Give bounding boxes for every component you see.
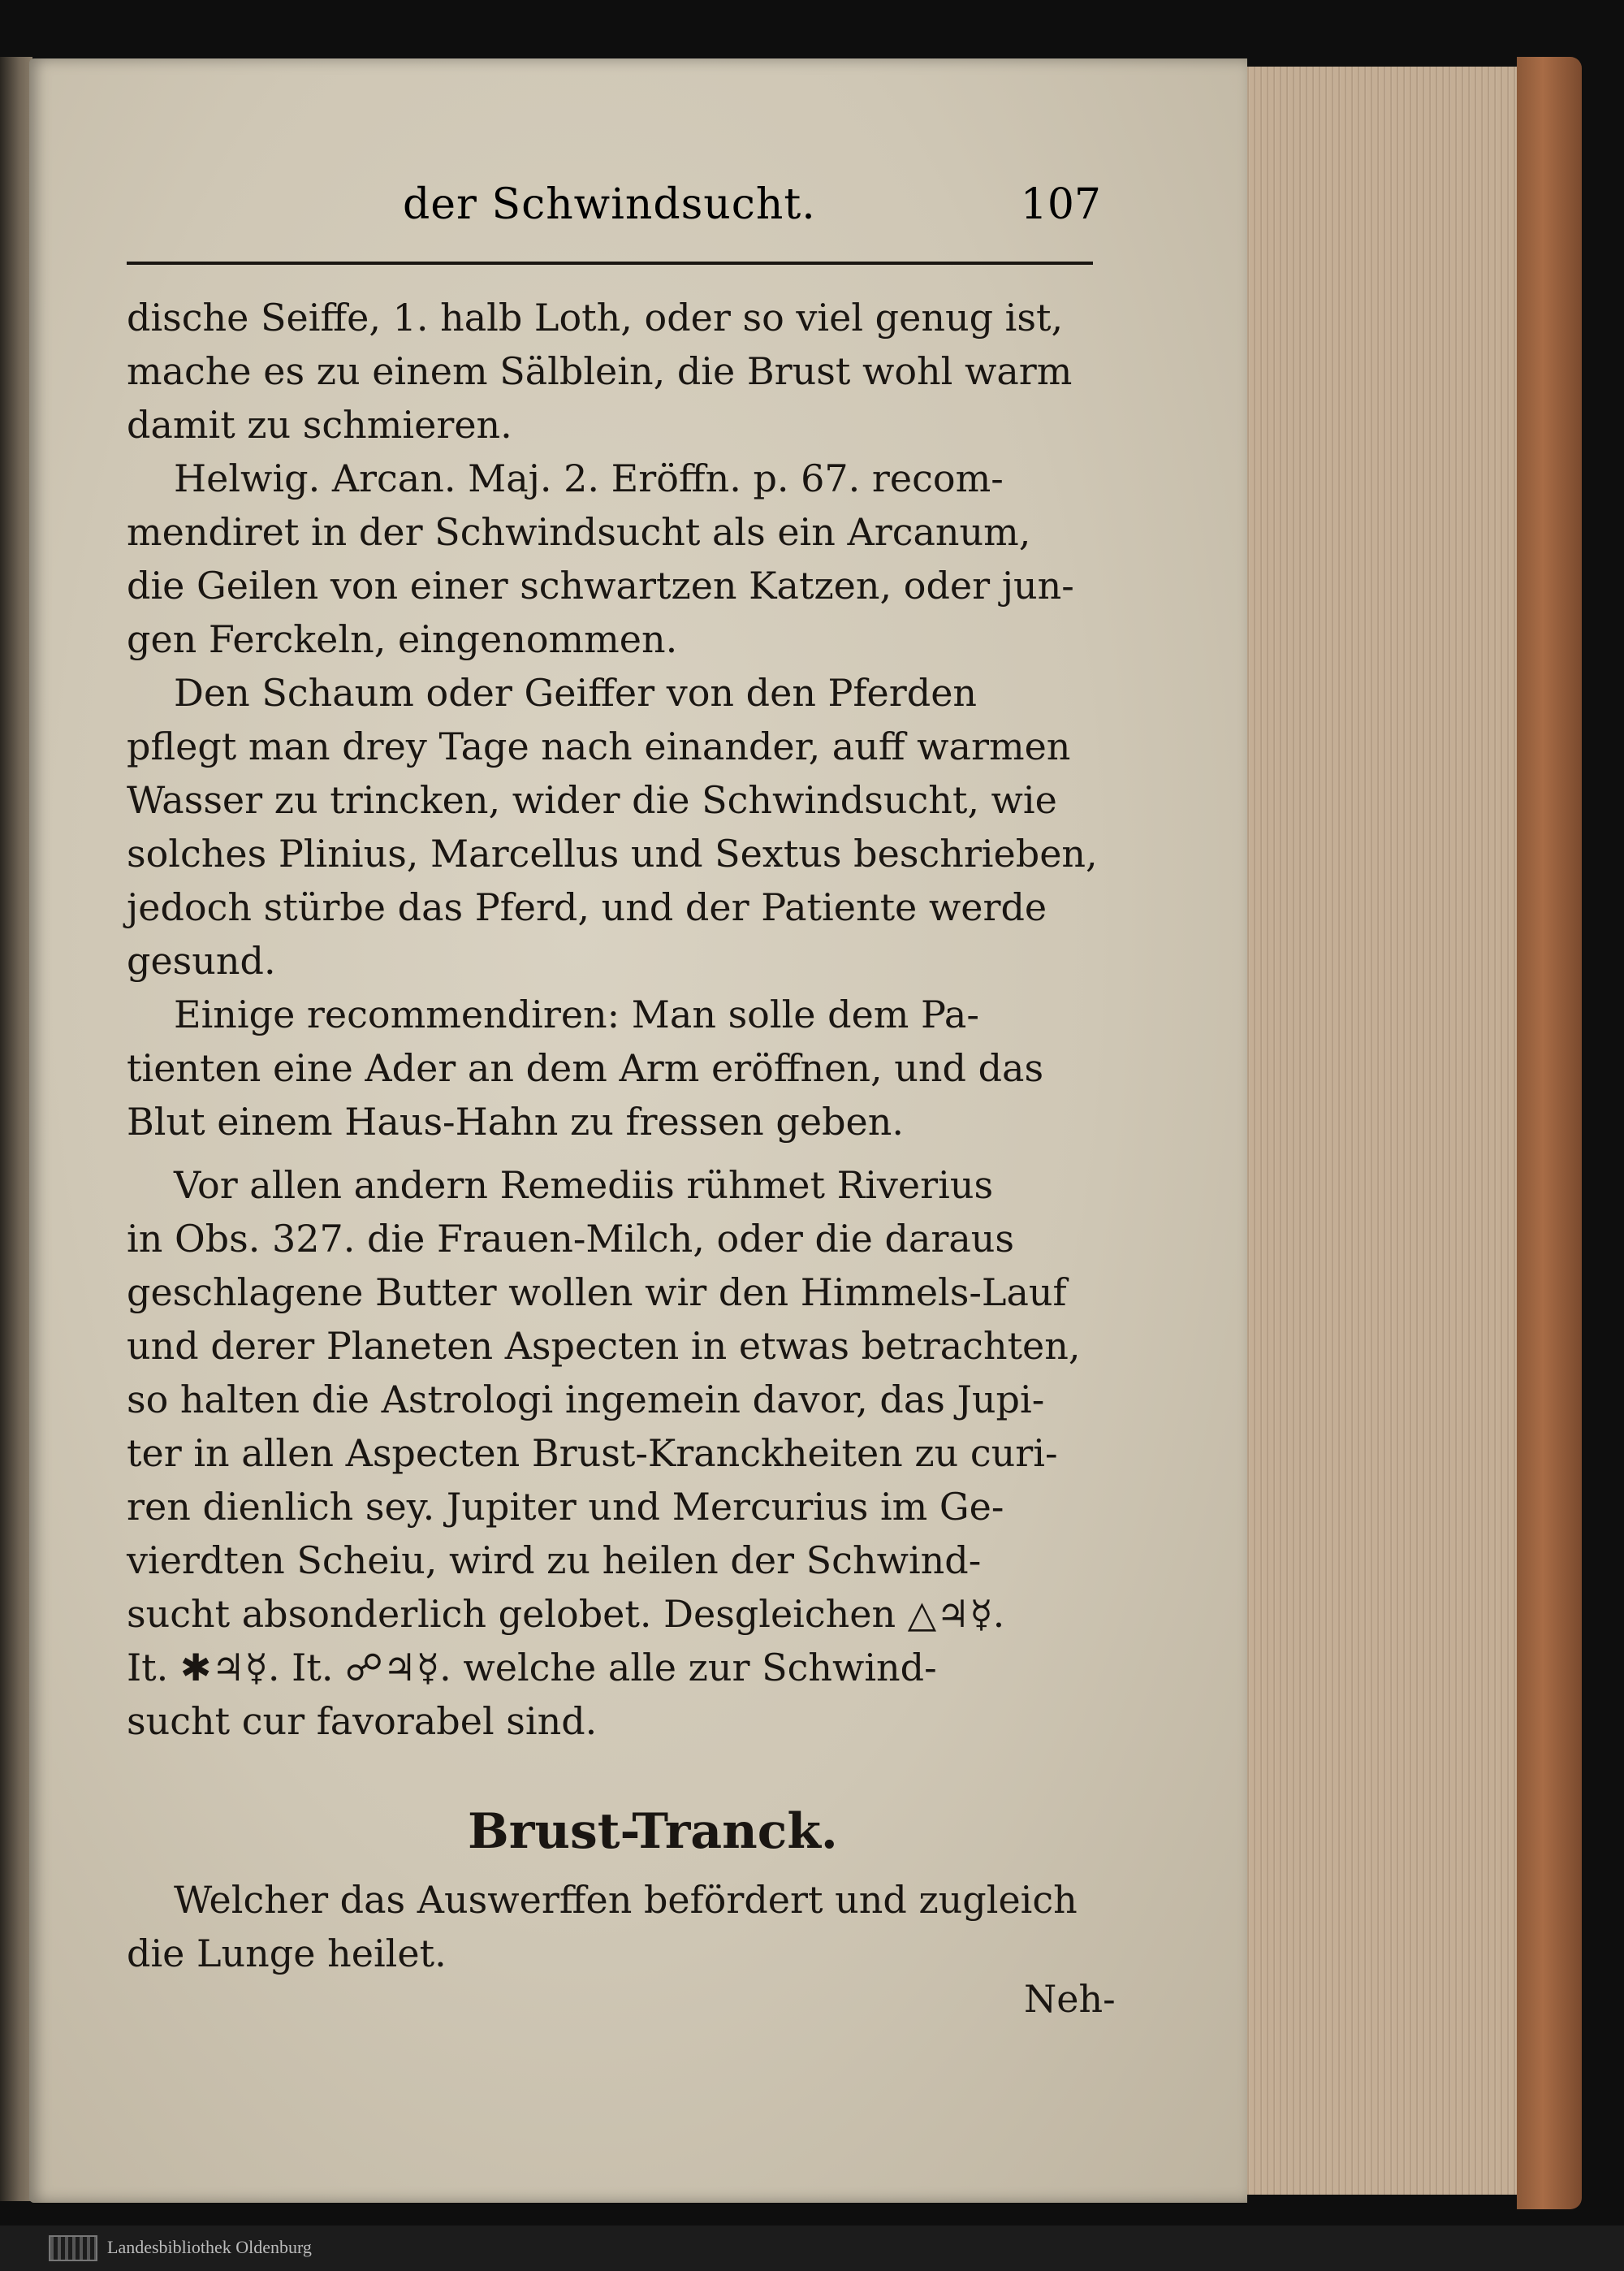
text-line: Blut einem Haus-Hahn zu fressen geben. — [127, 1100, 904, 1144]
text-line: mendiret in der Schwindsucht als ein Arcanum, — [127, 510, 1031, 554]
text-line: gen Ferckeln, eingenommen. — [127, 617, 678, 661]
page-block-edges — [1228, 67, 1522, 2195]
text-line: It. ✱♃☿. It. ☍♃☿. welche alle zur Schwind- — [127, 1646, 937, 1689]
header-rule — [127, 262, 1093, 265]
text-line: gesund. — [127, 939, 276, 983]
text-line: tienten eine Ader an dem Arm eröffnen, und das — [127, 1046, 1044, 1090]
library-logo-icon — [49, 2235, 97, 2261]
text-line: vierdten Scheiu, wird zu heilen der Schwind- — [127, 1538, 982, 1582]
text-line: jedoch stürbe das Pferd, und der Patiente werde — [127, 885, 1047, 929]
page-header — [127, 180, 1101, 245]
text-line: ter in allen Aspecten Brust-Kranckheiten zu curi- — [127, 1431, 1058, 1475]
text-line: dische Seiffe, 1. halb Loth, oder so viel genug ist, — [127, 296, 1064, 340]
left-page-edge — [0, 57, 32, 2201]
section-heading: Brust-Tranck. — [468, 1803, 838, 1860]
page-number: 107 — [1020, 180, 1101, 229]
text-line: ren dienlich sey. Jupiter und Mercurius im Ge- — [127, 1485, 1004, 1529]
text-line: die Geilen von einer schwartzen Katzen, oder jun- — [127, 564, 1074, 608]
text-line: solches Plinius, Marcellus und Sextus beschrieben, — [127, 832, 1098, 876]
text-line: sucht absonderlich gelobet. Desgleichen △♃☿. — [127, 1592, 1005, 1636]
catchword: Neh- — [1024, 1977, 1116, 2021]
text-line: pflegt man drey Tage nach einander, auff warmen — [127, 725, 1071, 768]
text-line: in Obs. 327. die Frauen-Milch, oder die daraus — [127, 1217, 1015, 1261]
text-line: Helwig. Arcan. Maj. 2. Eröffn. p. 67. recom- — [174, 456, 1004, 500]
text-line: Wasser zu trincken, wider die Schwindsucht, wie — [127, 778, 1057, 822]
text-line: Einige recommendiren: Man solle dem Pa- — [174, 993, 979, 1036]
text-line: mache es zu einem Sälblein, die Brust wohl warm — [127, 349, 1073, 393]
text-line: Welcher das Auswerffen befördert und zugleich — [174, 1878, 1078, 1922]
text-line: und derer Planeten Aspecten in etwas betrachten, — [127, 1324, 1081, 1368]
text-line: geschlagene Butter wollen wir den Himmels-Lauf — [127, 1270, 1067, 1314]
book-cover-edge — [1517, 57, 1582, 2209]
text-line: die Lunge heilet. — [127, 1931, 447, 1975]
library-name: Landesbibliothek Oldenburg — [107, 2237, 312, 2257]
text-line: sucht cur favorabel sind. — [127, 1699, 598, 1743]
text-line: Vor allen andern Remediis rühmet Riverius — [174, 1163, 994, 1207]
book-page — [29, 58, 1247, 2203]
text-line: Den Schaum oder Geiffer von den Pferden — [174, 671, 978, 715]
text-line: so halten die Astrologi ingemein davor, das Jupi- — [127, 1378, 1045, 1421]
text-line: damit zu schmieren. — [127, 403, 512, 447]
running-head: der Schwindsucht. — [403, 180, 816, 229]
